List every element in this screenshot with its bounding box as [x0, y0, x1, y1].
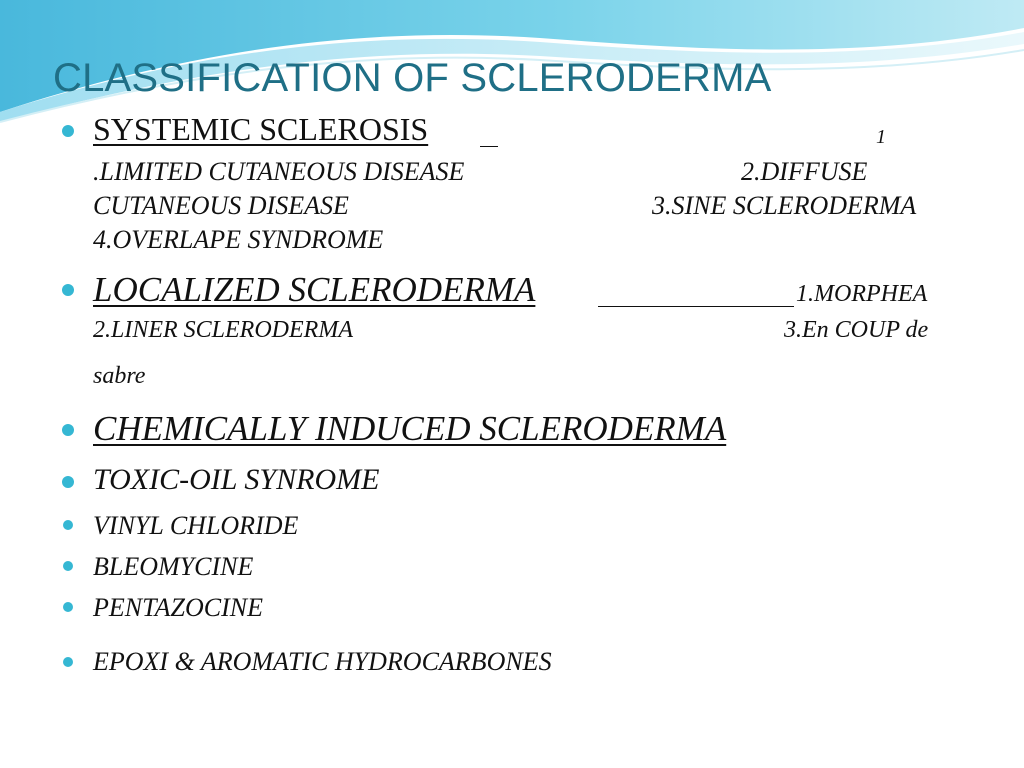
localized-item-3-end: sabre: [93, 363, 146, 389]
underline-systemic-tail: [480, 146, 498, 147]
bullet-item-2: [63, 520, 73, 530]
bullet-item-1: [62, 476, 74, 488]
slide-title: CLASSIFICATION OF SCLERODERMA: [53, 56, 772, 100]
localized-item-3-start: 3.En COUP de: [784, 317, 929, 343]
systemic-number-1: 1: [876, 126, 886, 148]
bullet-item-5: [63, 657, 73, 667]
systemic-item-3: 3.SINE SCLERODERMA: [652, 191, 917, 220]
localized-item-1: 1.MORPHEA: [796, 281, 928, 307]
localized-item-2: 2.LINER SCLERODERMA: [93, 317, 353, 343]
list-item: BLEOMYCINE: [93, 552, 254, 581]
list-item: PENTAZOCINE: [93, 593, 263, 622]
bullet-chemical: [62, 424, 74, 436]
systemic-item-1: .LIMITED CUTANEOUS DISEASE: [93, 157, 465, 186]
bullet-localized: [62, 284, 74, 296]
bullet-item-4: [63, 602, 73, 612]
systemic-item-2-end: CUTANEOUS DISEASE: [93, 191, 349, 220]
list-item: EPOXI & AROMATIC HYDROCARBONES: [93, 647, 552, 676]
heading-chemically-induced: CHEMICALLY INDUCED SCLERODERMA: [93, 409, 727, 448]
heading-systemic-sclerosis: SYSTEMIC SCLEROSIS: [93, 111, 429, 147]
systemic-item-2-start: 2.DIFFUSE: [741, 157, 868, 186]
underline-localized-tail: [598, 306, 794, 307]
heading-localized-scleroderma: LOCALIZED SCLERODERMA: [93, 270, 536, 309]
bullet-systemic: [62, 125, 74, 137]
list-item: VINYL CHLORIDE: [93, 511, 299, 540]
systemic-item-4: 4.OVERLAPE SYNDROME: [93, 225, 384, 254]
bullet-item-3: [63, 561, 73, 571]
list-item: TOXIC-OIL SYNROME: [93, 463, 380, 496]
